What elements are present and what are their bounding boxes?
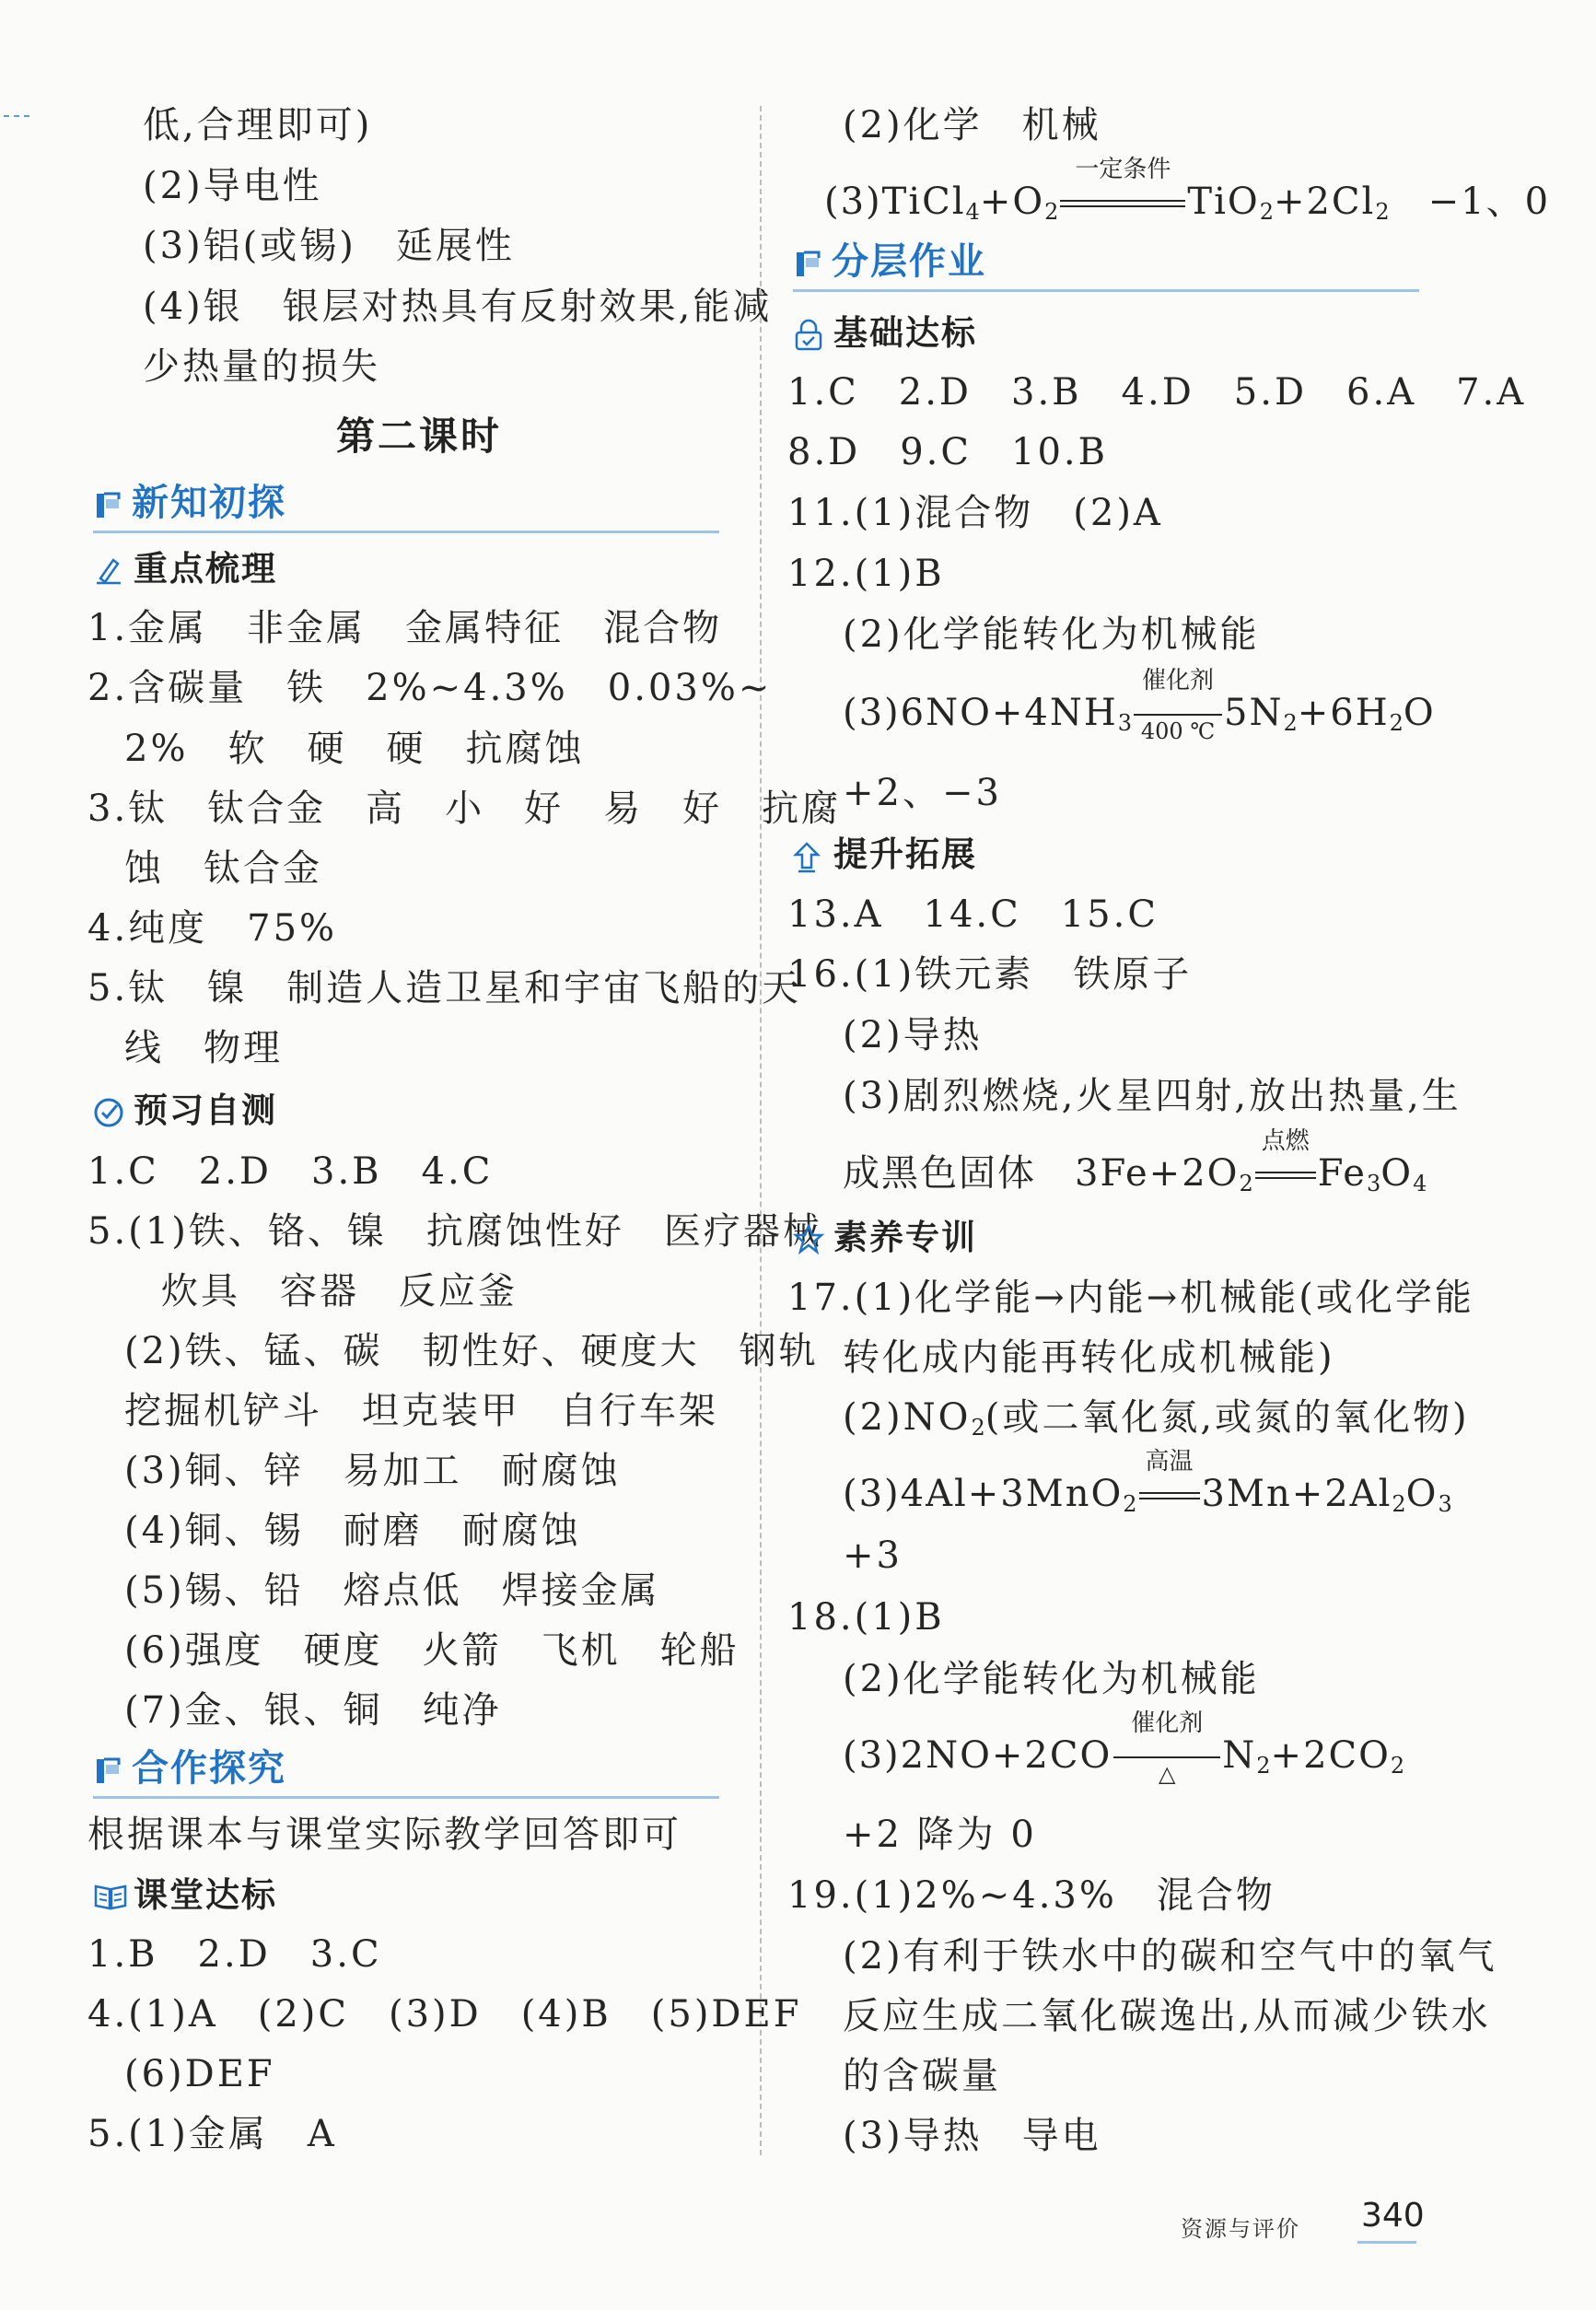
eq-text: (或二氧化氮,或氮的氧化物) — [984, 1396, 1470, 1439]
eq-sub: 4 — [1413, 1171, 1427, 1196]
eq-sub: 2 — [1283, 710, 1298, 736]
equation-ticl4 — [824, 156, 1551, 226]
double-bar — [1137, 1470, 1202, 1518]
text-line: 4.纯度 75% — [87, 907, 338, 950]
section-header-xinzhi — [93, 479, 719, 533]
text-line: 挖掘机铲斗 坦克装甲 自行车架 — [124, 1390, 718, 1432]
text-line: 5.(1)金属 A — [87, 2113, 337, 2155]
eq-sub: 2 — [1044, 199, 1059, 225]
text-line: (3)铜、锌 易加工 耐腐蚀 — [124, 1450, 621, 1492]
eq-sub: 2 — [1392, 1491, 1406, 1517]
subsection-title: 素养专训 — [833, 1218, 977, 1257]
eq-text: −1、0 — [1389, 181, 1551, 223]
eq-sub: 2 — [1123, 1491, 1137, 1517]
eq-text: O — [1403, 692, 1436, 734]
condition-label: 点燃 — [1261, 1127, 1310, 1155]
text-line: 1.金属 非金属 金属特征 混合物 — [87, 607, 723, 649]
eq-text: O — [1380, 1152, 1414, 1195]
text-line: (3)导热 导电 — [843, 2115, 1101, 2157]
text-line: (3)铝(或锡) 延展性 — [143, 225, 515, 267]
eq-sub: 2 — [1375, 199, 1390, 225]
text-line: 低,合理即可) — [143, 104, 373, 146]
text-line: (2)导电性 — [143, 165, 322, 207]
condition-label: 催化剂 — [1142, 667, 1215, 694]
text-line: (4)银 银层对热具有反射效果,能减 — [143, 286, 773, 328]
text-line: (2)化学能转化为机械能 — [843, 1658, 1260, 1700]
text-line: 2.含碳量 铁 2%~4.3% 0.03%~ — [87, 667, 773, 709]
eq-sub: 3 — [1438, 1491, 1452, 1517]
subsection-title: 预习自测 — [134, 1091, 277, 1130]
page-number-underline — [1357, 2241, 1416, 2244]
condition-label: 400 ℃ — [1140, 718, 1216, 744]
section-header-fenceng — [793, 238, 1419, 292]
eq-text: 3Mn+2Al — [1201, 1473, 1392, 1515]
text-line: +2、−3 — [843, 772, 1002, 814]
eq-sub: 2 — [1256, 1753, 1271, 1779]
text-line: 1.C 2.D 3.B 4.D 5.D 6.A 7.A — [787, 371, 1527, 414]
equation-fe — [843, 1127, 1427, 1197]
page-number: 340 — [1361, 2197, 1425, 2234]
text-line: (6)DEF — [124, 2053, 275, 2095]
eq-text: +6H — [1297, 692, 1390, 734]
text-line: (5)锡、铅 熔点低 焊接金属 — [124, 1569, 660, 1612]
text-line: 12.(1)B — [787, 553, 945, 595]
text-line: (2)化学能转化为机械能 — [843, 613, 1260, 656]
margin-mark — [4, 115, 29, 117]
text-line: 4.(1)A (2)C (3)D (4)B (5)DEF — [87, 1993, 802, 2036]
text-line: 的含碳量 — [843, 2055, 1001, 2097]
pen-icon — [93, 554, 124, 586]
reaction-condition — [1253, 1127, 1318, 1197]
text-line: 根据课本与课堂实际教学回答即可 — [87, 1814, 682, 1856]
text-line: 17.(1)化学能→内能→机械能(或化学能 — [787, 1277, 1474, 1319]
reaction-condition — [1112, 1709, 1222, 1787]
condition-label: 一定条件 — [1075, 156, 1171, 183]
equation-no-co — [843, 1709, 1405, 1787]
eq-text: 成黑色固体 3Fe+2O — [843, 1152, 1240, 1195]
text-line: 转化成内能再转化成机械能) — [843, 1336, 1335, 1379]
subsection-title: 基础达标 — [833, 313, 977, 353]
text-line: 18.(1)B — [787, 1596, 945, 1639]
text-line: +3 — [843, 1534, 903, 1577]
text-line: (7)金、银、铜 纯净 — [124, 1689, 502, 1732]
double-bar — [1253, 1149, 1318, 1197]
equation-nh3 — [843, 667, 1436, 744]
eq-text: (3)6NO+4NH — [843, 692, 1118, 734]
lesson-title: 第二课时 — [336, 414, 503, 459]
condition-label: 催化剂 — [1131, 1709, 1204, 1737]
reaction-condition — [1132, 667, 1224, 744]
eq-text: 5N — [1224, 692, 1284, 734]
eq-sub: 2 — [1390, 1753, 1405, 1779]
eq-sub: 2 — [1259, 199, 1274, 225]
section-marker-icon — [93, 1756, 124, 1787]
eq-text: TiO — [1187, 181, 1260, 223]
eq-sub: 3 — [1366, 1171, 1381, 1196]
double-bar — [1058, 178, 1187, 226]
book-icon — [93, 1881, 128, 1912]
section-title: 分层作业 — [832, 240, 986, 283]
text-line: +2 降为 0 — [843, 1814, 1037, 1856]
text-line: 2% 软 硬 硬 抗腐蚀 — [124, 728, 585, 770]
eq-text: +2Cl — [1273, 181, 1376, 223]
eq-text: O — [1405, 1473, 1439, 1515]
column-divider — [760, 106, 762, 2155]
section-title: 新知初探 — [132, 482, 286, 524]
condition-label: △ — [1159, 1761, 1176, 1787]
eq-text: N — [1222, 1734, 1257, 1777]
reaction-condition — [1058, 156, 1187, 226]
subsection-title: 重点梳理 — [134, 549, 277, 589]
text-line: 1.C 2.D 3.B 4.C — [87, 1150, 494, 1193]
target-check-icon — [93, 1096, 126, 1129]
text-line: (4)铜、锡 耐磨 耐腐蚀 — [124, 1510, 581, 1552]
text-line: 16.(1)铁元素 铁原子 — [787, 953, 1193, 996]
text-line: 少热量的损失 — [143, 345, 380, 388]
eq-text: TiCl — [881, 181, 966, 223]
eq-text: (2)NO — [843, 1396, 972, 1439]
eq-text: +O — [979, 181, 1045, 223]
equation-al — [843, 1448, 1452, 1518]
text-line: (2)导热 — [843, 1014, 983, 1056]
text-line: 反应生成二氧化碳逸出,从而减少铁水 — [843, 1995, 1491, 2037]
text-line: 蚀 钛合金 — [124, 847, 322, 890]
eq-text: (3) — [824, 181, 882, 223]
condition-label: 高温 — [1145, 1448, 1194, 1476]
eq-sub: 2 — [971, 1415, 985, 1441]
star-icon — [793, 1223, 824, 1254]
eq-text: Fe — [1317, 1152, 1367, 1195]
section-title: 合作探究 — [132, 1747, 286, 1790]
text-line: 线 物理 — [124, 1027, 283, 1069]
arrow-up-icon — [793, 840, 821, 873]
text-line: (2)有利于铁水中的碳和空气中的氧气 — [843, 1935, 1497, 1978]
text-line — [843, 1394, 1470, 1441]
section-marker-icon — [93, 490, 124, 521]
eq-sub: 4 — [965, 199, 980, 225]
text-line: (2)铁、锰、碳 韧性好、硬度大 钢轨 — [124, 1330, 819, 1372]
subsection-title: 提升拓展 — [833, 834, 977, 874]
footer-label: 资源与评价 — [1181, 2216, 1300, 2242]
text-line: 1.B 2.D 3.C — [87, 1933, 382, 1976]
reaction-condition — [1137, 1448, 1202, 1518]
section-marker-icon — [793, 249, 824, 280]
text-line: 8.D 9.C 10.B — [787, 431, 1109, 473]
text-line: 5.(1)铁、铬、镍 抗腐蚀性好 医疗器械 — [87, 1210, 822, 1253]
text-line: (3)剧烈燃烧,火星四射,放出热量,生 — [843, 1075, 1462, 1117]
eq-text: (3)2NO+2CO — [843, 1734, 1113, 1777]
text-line: 13.A 14.C 15.C — [787, 893, 1159, 936]
eq-text: (3)4Al+3MnO — [843, 1473, 1124, 1515]
text-line: 5.钛 镍 制造人造卫星和宇宙飞船的天 — [87, 967, 802, 1009]
text-line: 3.钛 钛合金 高 小 好 易 好 抗腐 — [87, 788, 842, 830]
eq-sub: 3 — [1117, 710, 1133, 736]
text-line: 炊具 容器 反应釜 — [161, 1270, 518, 1312]
subsection-title: 课堂达标 — [134, 1875, 277, 1915]
eq-sub: 2 — [1389, 710, 1404, 736]
lock-check-icon — [793, 319, 824, 352]
text-line: (6)强度 硬度 火箭 飞机 轮船 — [124, 1629, 740, 1672]
text-line: 19.(1)2%~4.3% 混合物 — [787, 1874, 1276, 1917]
eq-text: +2CO — [1270, 1734, 1391, 1777]
section-header-hezuo — [93, 1744, 719, 1799]
text-line: (2)化学 机械 — [843, 104, 1101, 146]
eq-sub: 2 — [1239, 1171, 1253, 1196]
text-line: 11.(1)混合物 (2)A — [787, 492, 1163, 534]
